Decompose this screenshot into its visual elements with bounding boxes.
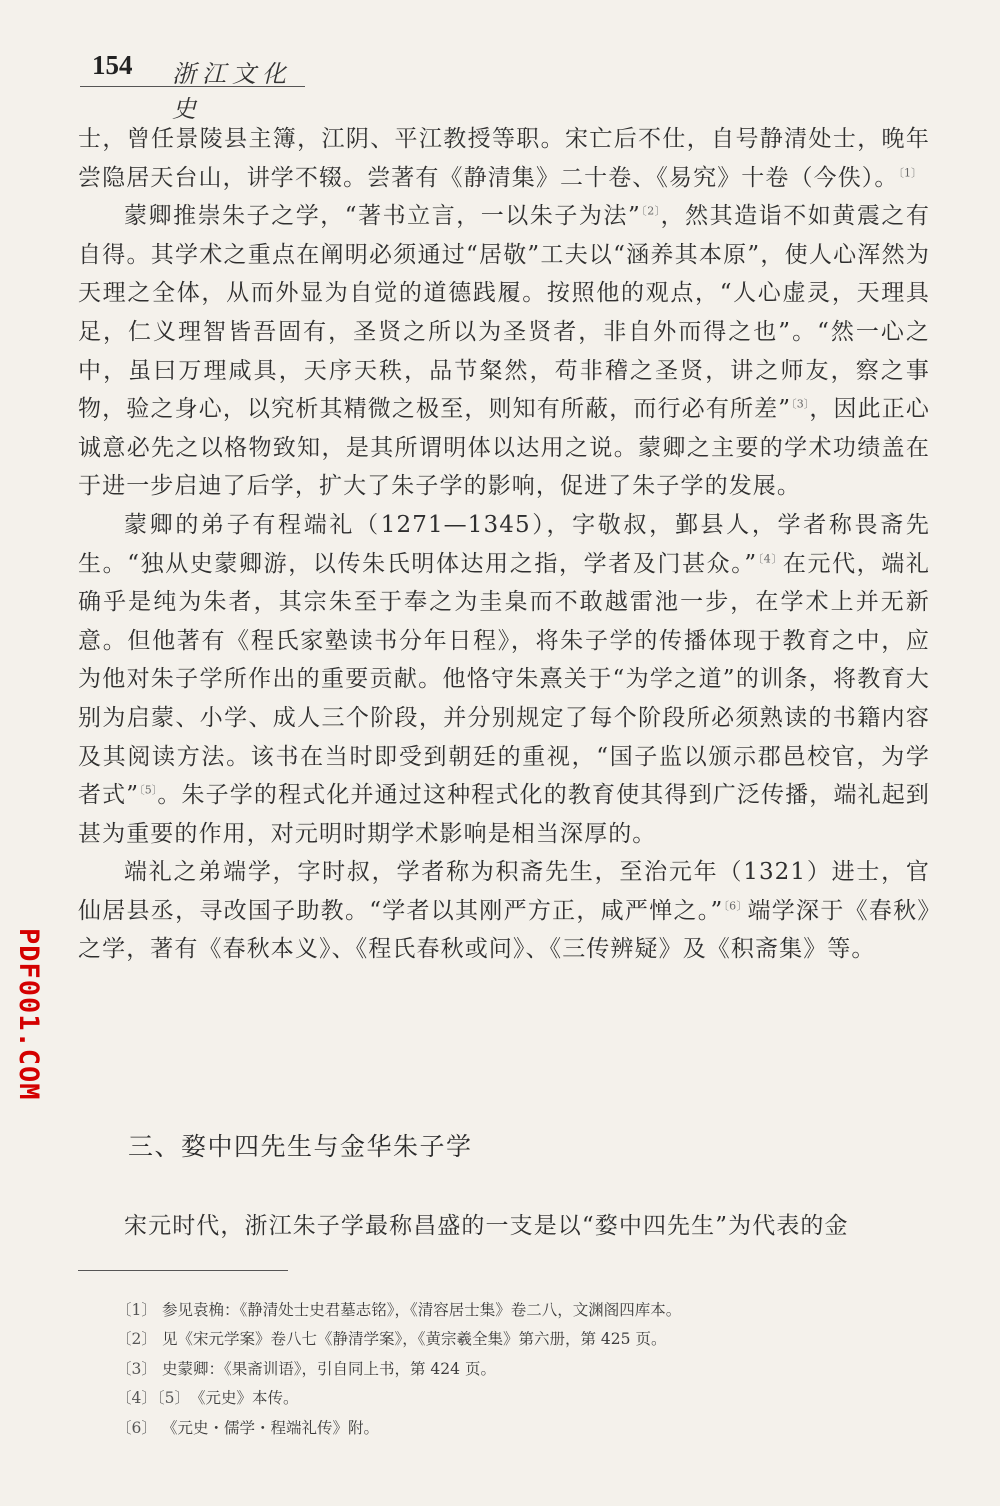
footnote bbox=[116, 1296, 916, 1325]
footnote bbox=[116, 1355, 916, 1384]
footnote-reference: 〔1〕 bbox=[898, 165, 922, 179]
footnote-text: 参见袁桷：《静清处士史君墓志铭》，《清容居士集》卷二八，文渊阁四库本。 bbox=[162, 1301, 682, 1319]
paragraph bbox=[78, 120, 930, 197]
footnote-divider bbox=[78, 1270, 288, 1271]
page-header bbox=[80, 44, 305, 123]
footnote bbox=[116, 1325, 916, 1354]
paragraph-text: 蒙卿推崇朱子之学，“著书立言，一以朱子为法” bbox=[124, 203, 641, 230]
paragraph bbox=[78, 506, 930, 853]
paragraph-after-heading: 宋元时代，浙江朱子学最称昌盛的一支是以“婺中四先生”为代表的金 bbox=[124, 1213, 849, 1239]
footnote-reference: 〔2〕 bbox=[640, 204, 661, 218]
footnote bbox=[116, 1414, 916, 1443]
footnote-text: 《元史・儒学・程端礼传》附。 bbox=[162, 1418, 380, 1437]
page-number: 154 bbox=[92, 50, 133, 80]
footnote-text: 史蒙卿：《果斋训语》，引自同上书，第 424 页。 bbox=[162, 1359, 496, 1378]
body-text bbox=[78, 120, 930, 969]
running-title: 浙江文化史 bbox=[172, 60, 292, 123]
paragraph bbox=[78, 853, 930, 969]
watermark: PDF001.COM bbox=[13, 928, 44, 1101]
footnotes bbox=[116, 1296, 916, 1443]
footnote-text: 见《宋元学案》卷八七《静清学案》，《黄宗羲全集》第六册，第 425 页。 bbox=[162, 1330, 667, 1349]
section-heading: 三、婺中四先生与金华朱子学 bbox=[128, 1132, 473, 1161]
footnote-reference: 〔4〕 bbox=[757, 551, 783, 565]
footnote-number: 〔3〕 bbox=[116, 1359, 157, 1378]
footnote-reference: 〔3〕 bbox=[791, 397, 810, 411]
paragraph-text: ，因此正心诚意必先之以格物致知，是其所谓明体以达用之说。蒙卿之主要的学术功绩盖在于进一步启迪了后学，扩大了朱子学的影响，促进了朱子学的发展。 bbox=[78, 396, 930, 500]
paragraph-text: 在元代，端礼确乎是纯为朱者，其宗朱至于奉之为圭臬而不敢越雷池一步，在学术上并无新意。但他著有《程氏家塾读书分年日程》，将朱子学的传播体现于教育之中，应为他对朱子学所作出的重要贡献。他恪守朱熹关于“为学之道”的训条，将教育大别为启蒙、小学、成人三个阶段，并分别规定了每个阶段所必须熟读的书籍内容及其阅读方法。该书在当时即受到朝廷的重视，“国子监以颁示郡邑校官，为学者式” bbox=[78, 550, 931, 809]
paragraph-text: 。朱子学的程式化并通过这种程式化的教育使其得到广泛传播，端礼起到甚为重要的作用，对元明时期学术影响是相当深厚的。 bbox=[78, 782, 930, 847]
footnote-number: 〔4〕〔5〕 bbox=[116, 1389, 190, 1408]
footnote-number: 〔1〕 bbox=[116, 1301, 157, 1319]
paragraph-text: 蒙卿的弟子有程端礼（1271—1345），字敬叔，鄞县人，学者称畏斋先生。“独从史蒙卿游，以传朱氏明体达用之指，学者及门甚众。” bbox=[78, 511, 930, 577]
footnote bbox=[116, 1384, 916, 1413]
paragraph-text: 端学深于《春秋》之学，著有《春秋本义》、《程氏春秋或问》、《三传辨疑》及《积斋集》等。 bbox=[78, 897, 930, 963]
footnote-number: 〔6〕 bbox=[116, 1418, 157, 1437]
footnote-reference: 〔6〕 bbox=[723, 899, 748, 913]
footnote-number: 〔2〕 bbox=[116, 1330, 157, 1349]
paragraph-text: 端礼之弟端学，字时叔，学者称为积斋先生，至治元年（1321）进士，官仙居县丞，寻改国子助教。“学者以其刚严方正，咸严惮之。” bbox=[78, 859, 930, 924]
paragraph bbox=[78, 197, 930, 506]
paragraph-text: ，然其造诣不如黄震之有自得。其学术之重点在阐明必须通过“居敬”工夫以“涵养其本原”，使人心浑然为天理之全体，从而外显为自觉的道德践履。按照他的观点，“人心虚灵，天理具足，仁义理智皆吾固有，圣贤之所以为圣贤者，非自外而得之也”。“然一心之中，虽曰万理咸具，天序天秩，品节粲然，苟非稽之圣贤，讲之师友，察之事物，验之身心，以究析其精微之极至，则知有所蔽，而行必有所差” bbox=[78, 203, 930, 423]
footnote-reference: 〔5〕 bbox=[139, 783, 158, 797]
footnote-text: 《元史》本传。 bbox=[189, 1389, 299, 1408]
paragraph-text: 士，曾任景陵县主簿，江阴、平江教授等职。宋亡后不仕，自号静清处士，晚年尝隐居天台山，讲学不辍。尝著有《静清集》二十卷、《易究》十卷（今佚）。 bbox=[78, 126, 930, 191]
